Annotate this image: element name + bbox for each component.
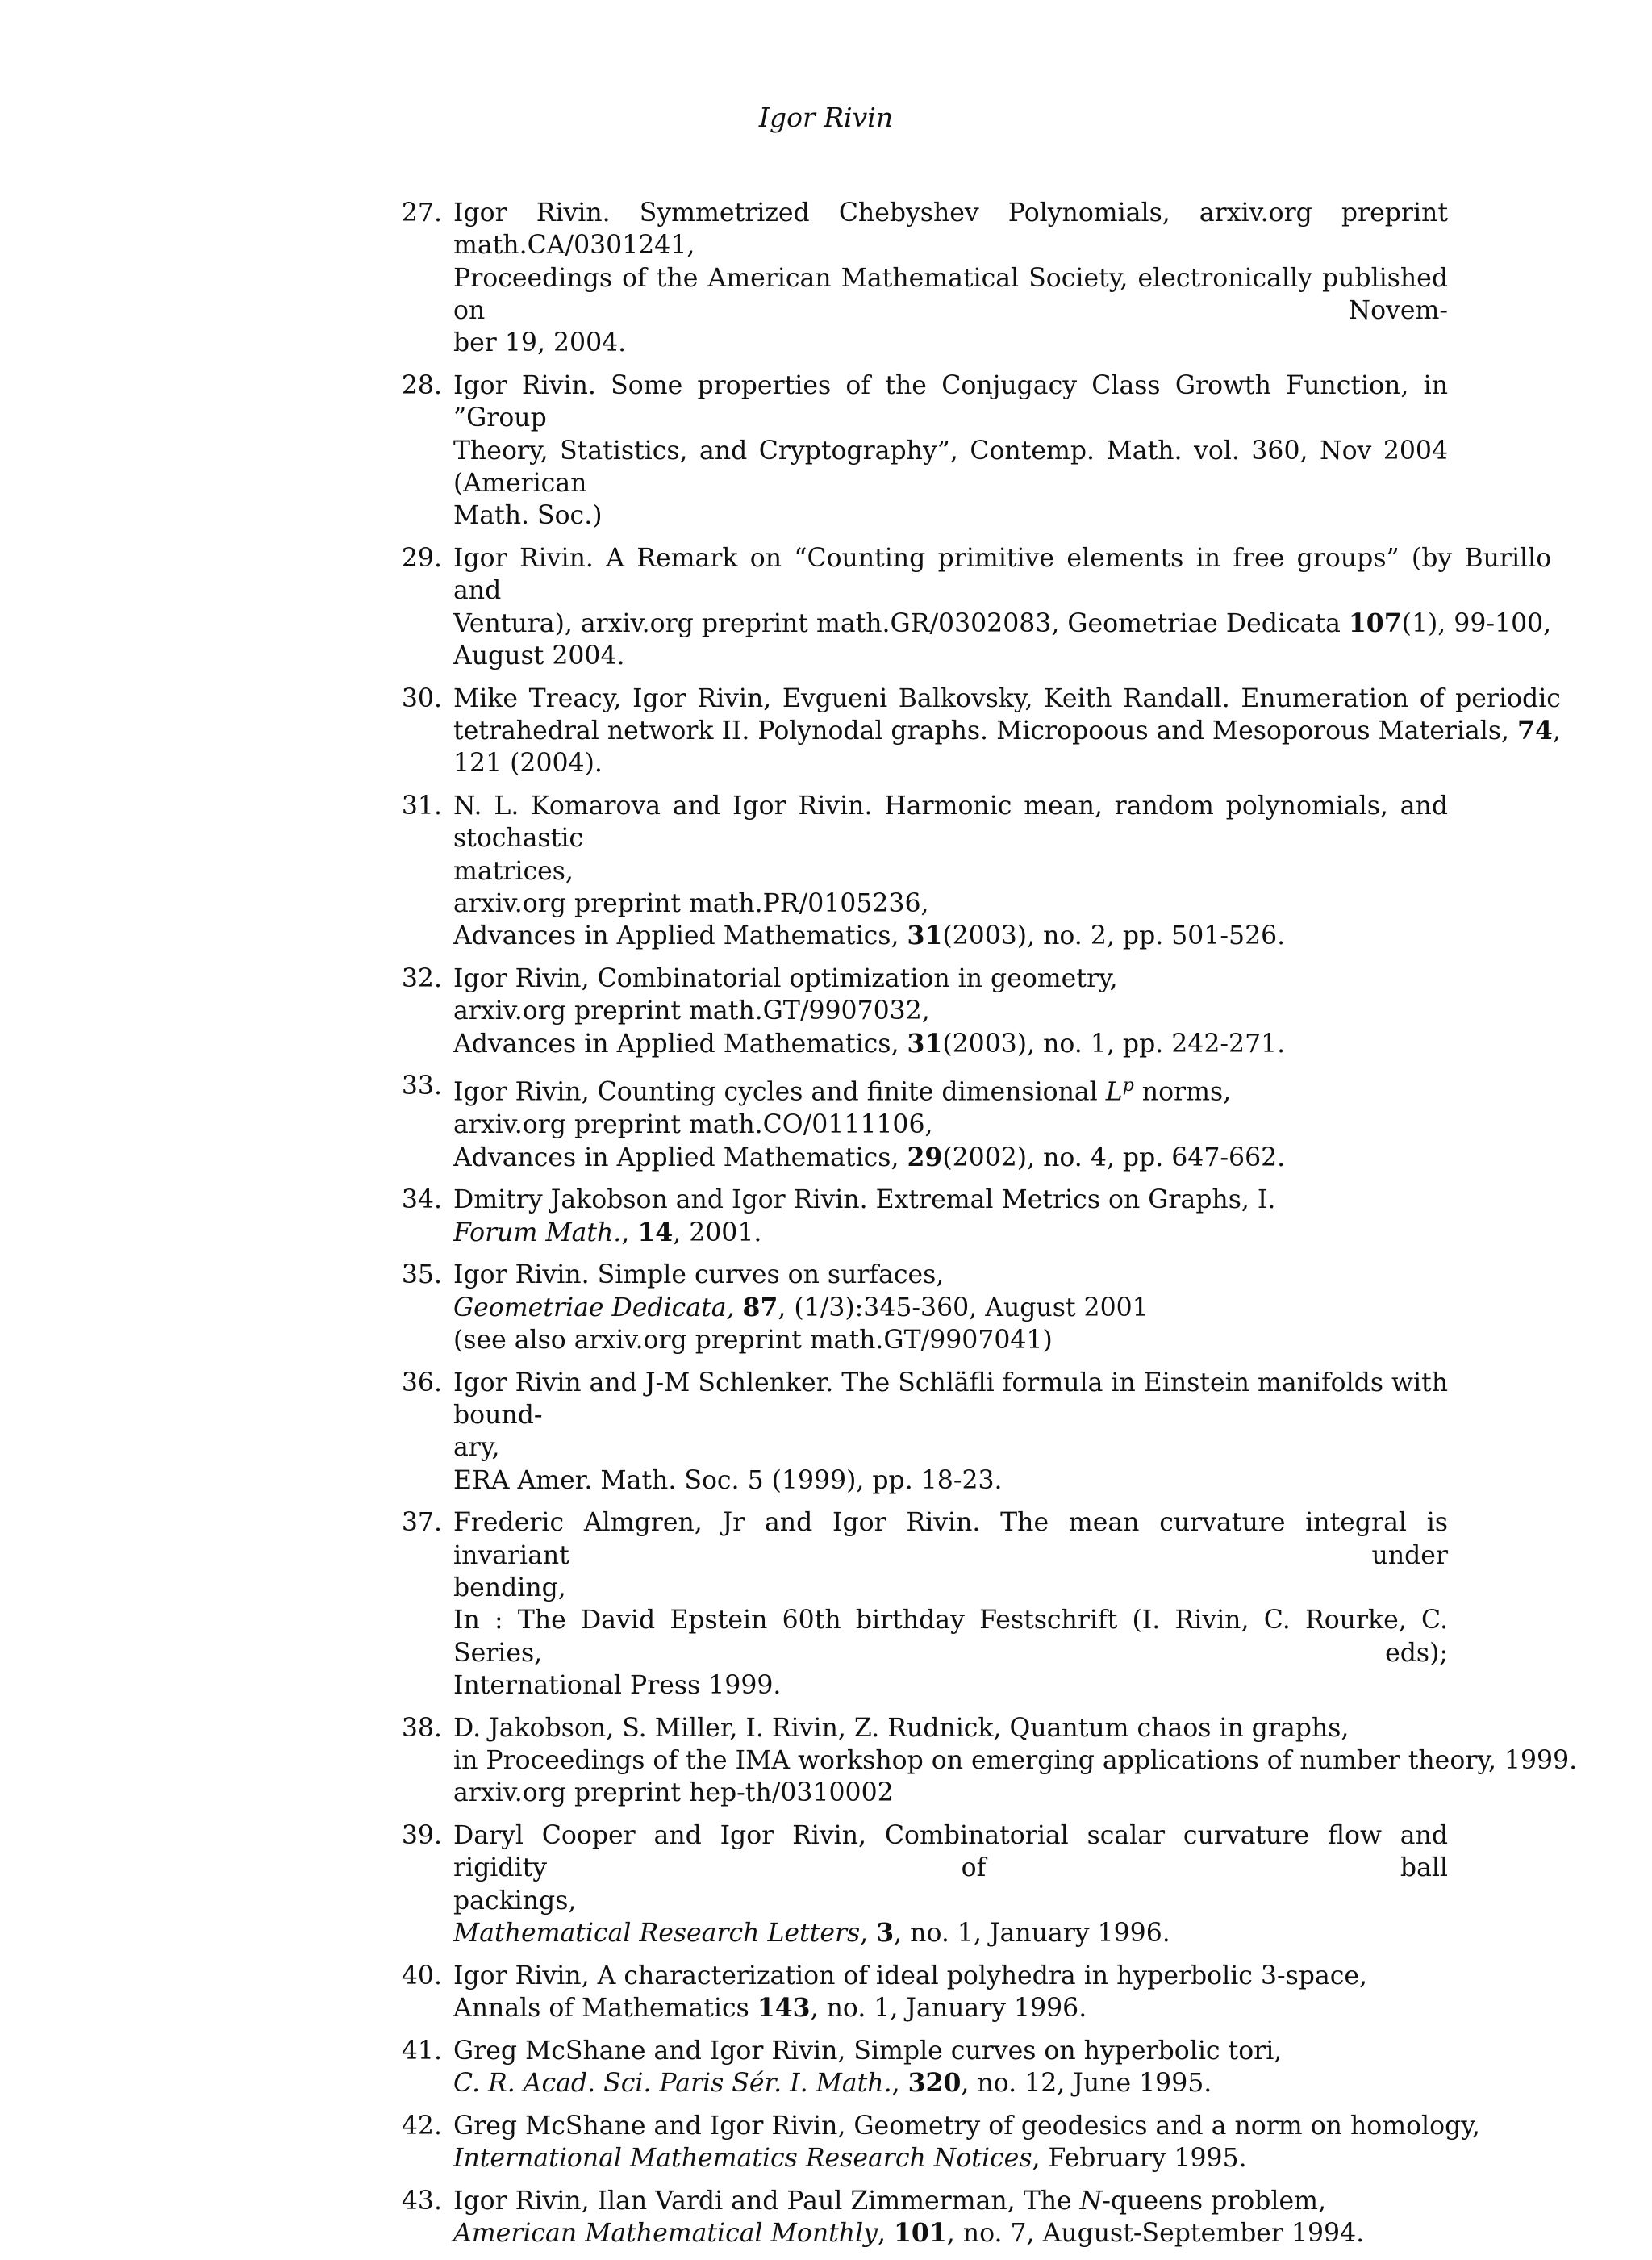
reference-number: 28.: [401, 370, 442, 400]
volume-number: 87: [742, 1292, 778, 1322]
reference-segment: , no. 1, January 1996.: [810, 1994, 1087, 2024]
reference-segment: Advances in Applied Mathematics,: [453, 921, 907, 951]
reference-segment: ,: [891, 2069, 908, 2099]
reference-segment: , no. 12, June 1995.: [961, 2069, 1212, 2099]
volume-number: 31: [907, 1028, 943, 1059]
journal-name: Forum Math.: [453, 1218, 622, 1247]
reference-line: Igor Rivin and J-M Schlenker. The Schläfli formula in Einstein manifolds with bound-: [453, 1368, 1448, 1431]
reference-line: D. Jakobson, S. Miller, I. Rivin, Z. Rudnick, Quantum chaos in graphs,: [453, 1713, 1350, 1743]
reference-number: 38.: [401, 1713, 442, 1743]
reference-line: Daryl Cooper and Igor Rivin, Combinatorial scalar curvature flow and rigidity of ball: [453, 1821, 1448, 1883]
reference-text: [453, 370, 1448, 532]
reference-line: [453, 1992, 1448, 2024]
volume-number: 320: [907, 2068, 962, 2099]
reference-item: [379, 790, 1448, 952]
volume-number: 31: [907, 921, 943, 951]
reference-line: (see also arxiv.org preprint math.GT/9907041): [453, 1326, 1053, 1355]
reference-line: Igor Rivin. A Remark on “Counting primitive elements in free groups” (by Burillo and: [453, 543, 1552, 606]
reference-line: 121 (2004).: [453, 749, 603, 779]
reference-item: [379, 2035, 1448, 2100]
reference-text: [453, 1712, 1577, 1810]
reference-item: [379, 1184, 1448, 1249]
reference-line: Mike Treacy, Igor Rivin, Evgueni Balkovsky, Keith Randall. Enumeration of periodic: [453, 683, 1561, 713]
reference-item: [379, 197, 1448, 359]
reference-text: [453, 790, 1448, 952]
reference-segment: , February 1995.: [1032, 2144, 1247, 2174]
page-header-author: Igor Rivin: [758, 102, 894, 133]
reference-number: 42.: [401, 2112, 442, 2141]
reference-line: [453, 1917, 1448, 1949]
reference-segment: ,: [860, 1919, 877, 1949]
reference-line: Frederic Almgren, Jr and Igor Rivin. The mean curvature integral is invariant under: [453, 1508, 1448, 1570]
reference-line: bending,: [453, 1573, 566, 1603]
reference-line: arxiv.org preprint math.PR/0105236,: [453, 888, 929, 918]
reference-number: 30.: [401, 683, 442, 713]
reference-text: [453, 963, 1448, 1060]
reference-line: Igor Rivin. Simple curves on surfaces,: [453, 1260, 945, 1290]
reference-line: packings,: [453, 1886, 577, 1915]
reference-segment: , no. 7, August-September 1994.: [946, 2219, 1365, 2249]
reference-number: 32.: [401, 964, 442, 994]
reference-line: Igor Rivin. Symmetrized Chebyshev Polynomials, arxiv.org preprint math.CA/0301241,: [453, 198, 1448, 261]
reference-line: Igor Rivin, A characterization of ideal polyhedra in hyperbolic 3-space,: [453, 1961, 1368, 1991]
reference-text: [453, 197, 1448, 359]
reference-number: 43.: [401, 2187, 442, 2216]
reference-line: [453, 2067, 1448, 2099]
reference-item: [379, 1960, 1448, 2025]
journal-name: Mathematical Research Letters: [453, 1919, 861, 1949]
reference-segment: Advances in Applied Mathematics,: [453, 1029, 907, 1059]
reference-segment: Annals of Mathematics: [453, 1994, 757, 2024]
reference-segment: Igor Rivin, Ilan Vardi and Paul Zimmerman, The: [453, 2187, 1080, 2216]
reference-segment: [735, 1293, 743, 1322]
reference-number: 34.: [401, 1185, 442, 1215]
reference-item: [379, 2110, 1480, 2175]
reference-line: Math. Soc.): [453, 501, 603, 531]
reference-text: [453, 1070, 1448, 1173]
reference-segment: tetrahedral network II. Polynodal graphs. Micropoous and Mesoporous Materials,: [453, 716, 1518, 746]
reference-line: [453, 920, 1448, 952]
reference-number: 27.: [401, 198, 442, 228]
reference-text: [453, 683, 1561, 780]
volume-number: 143: [757, 1993, 811, 2024]
reference-number: 41.: [401, 2036, 442, 2066]
reference-line: ERA Amer. Math. Soc. 5 (1999), pp. 18-23.: [453, 1465, 1003, 1495]
reference-text: [453, 2110, 1480, 2175]
reference-line: in Proceedings of the IMA workshop on emerging applications of number theory, 1999.: [453, 1746, 1578, 1776]
reference-line: [453, 1217, 1448, 1249]
reference-text: [453, 1819, 1448, 1949]
reference-line: Igor Rivin. Some properties of the Conjugacy Class Growth Function, in ”Group: [453, 370, 1448, 433]
reference-line: N. L. Komarova and Igor Rivin. Harmonic mean, random polynomials, and stochastic: [453, 792, 1448, 854]
reference-segment: (2002), no. 4, pp. 647-662.: [942, 1143, 1286, 1172]
reference-item: [379, 1367, 1448, 1497]
reference-list: [379, 197, 1578, 2260]
reference-item: [379, 1259, 1448, 1356]
volume-number: 3: [876, 1918, 895, 1949]
reference-segment: ,: [621, 1218, 638, 1247]
reference-segment: Ventura), arxiv.org preprint math.GR/0302083, Geometriae Dedicata: [453, 608, 1349, 638]
reference-number: 40.: [401, 1961, 442, 1991]
reference-text: [453, 1184, 1448, 1249]
reference-line: [453, 715, 1561, 747]
reference-line: Proceedings of the American Mathematical Society, electronically published on Novem-: [453, 263, 1448, 325]
reference-segment: (2003), no. 1, pp. 242-271.: [942, 1029, 1286, 1059]
journal-name: American Mathematical Monthly: [453, 2219, 878, 2249]
reference-line: [453, 2185, 1448, 2217]
reference-line: arxiv.org preprint hep-th/0310002: [453, 1778, 894, 1808]
reference-line: [453, 608, 1551, 640]
reference-line: arxiv.org preprint math.CO/0111106,: [453, 1110, 933, 1140]
reference-segment: , (1/3):345-360, August 2001: [778, 1293, 1149, 1322]
reference-text: [453, 2035, 1448, 2100]
reference-line: ary,: [453, 1433, 500, 1463]
reference-item: [379, 2185, 1448, 2250]
reference-line: [453, 1028, 1448, 1060]
reference-segment: , 2001.: [673, 1218, 762, 1247]
reference-text: [453, 1259, 1448, 1356]
reference-line: [453, 2142, 1480, 2174]
reference-segment: ,: [877, 2219, 894, 2249]
reference-item: [379, 1712, 1578, 1810]
volume-number: 14: [637, 1217, 674, 1247]
reference-item: [379, 963, 1448, 1060]
reference-line: [453, 1070, 1448, 1109]
journal-name: C. R. Acad. Sci. Paris Sér. I. Math.: [453, 2069, 892, 2099]
reference-segment: -queens problem,: [1102, 2187, 1327, 2216]
reference-line: arxiv.org preprint math.GT/9907032,: [453, 996, 930, 1026]
reference-line: Igor Rivin, Combinatorial optimization in geometry,: [453, 964, 1118, 994]
reference-line: [453, 1292, 1448, 1324]
journal-name: Geometriae Dedicata,: [453, 1293, 735, 1322]
reference-item: [379, 1506, 1448, 1702]
reference-line: Greg McShane and Igor Rivin, Simple curves on hyperbolic tori,: [453, 2036, 1283, 2066]
math-symbol: N: [1079, 2187, 1103, 2216]
reference-text: [453, 1960, 1448, 2025]
math-symbol: L: [1105, 1077, 1123, 1107]
reference-segment: Advances in Applied Mathematics,: [453, 1143, 907, 1172]
reference-segment: Igor Rivin, Counting cycles and finite dimensional: [453, 1077, 1106, 1107]
reference-segment: , no. 1, January 1996.: [894, 1919, 1170, 1949]
reference-text: [453, 542, 1551, 672]
reference-number: 33.: [401, 1072, 442, 1101]
reference-number: 37.: [401, 1508, 442, 1538]
reference-item: [379, 542, 1552, 672]
reference-line: In : The David Epstein 60th birthday Festschrift (I. Rivin, C. Rourke, C. Series, eds);: [453, 1606, 1448, 1668]
reference-line: Dmitry Jakobson and Igor Rivin. Extremal Metrics on Graphs, I.: [453, 1185, 1276, 1215]
reference-line: International Press 1999.: [453, 1670, 782, 1700]
reference-line: [453, 1142, 1448, 1174]
reference-line: matrices,: [453, 856, 574, 886]
reference-number: 29.: [401, 543, 442, 573]
volume-number: 74: [1517, 715, 1553, 746]
reference-item: [379, 683, 1561, 780]
volume-number: 107: [1348, 608, 1402, 638]
reference-number: 36.: [401, 1368, 442, 1397]
reference-line: Theory, Statistics, and Cryptography”, Contemp. Math. vol. 360, Nov 2004 (American: [453, 436, 1448, 498]
reference-line: [453, 2217, 1448, 2250]
reference-line: August 2004.: [453, 641, 625, 670]
reference-number: 39.: [401, 1821, 442, 1851]
reference-number: 35.: [401, 1260, 442, 1290]
reference-text: [453, 1506, 1448, 1702]
volume-number: 101: [893, 2218, 947, 2249]
reference-segment: (1), 99-100,: [1401, 608, 1552, 638]
reference-text: [453, 1367, 1448, 1497]
volume-number: 29: [907, 1142, 943, 1172]
math-superscript: p: [1122, 1076, 1134, 1097]
reference-item: [379, 370, 1448, 532]
reference-segment: (2003), no. 2, pp. 501-526.: [942, 921, 1286, 951]
journal-name: International Mathematics Research Notices: [453, 2144, 1032, 2174]
reference-segment: norms,: [1133, 1077, 1232, 1107]
reference-line: Greg McShane and Igor Rivin, Geometry of geodesics and a norm on homology,: [453, 2112, 1480, 2141]
reference-item: [379, 1070, 1448, 1173]
reference-number: 31.: [401, 792, 442, 821]
reference-line: ber 19, 2004.: [453, 328, 627, 358]
reference-segment: ,: [1552, 716, 1561, 746]
reference-text: [453, 2185, 1448, 2250]
reference-item: [379, 1819, 1448, 1949]
